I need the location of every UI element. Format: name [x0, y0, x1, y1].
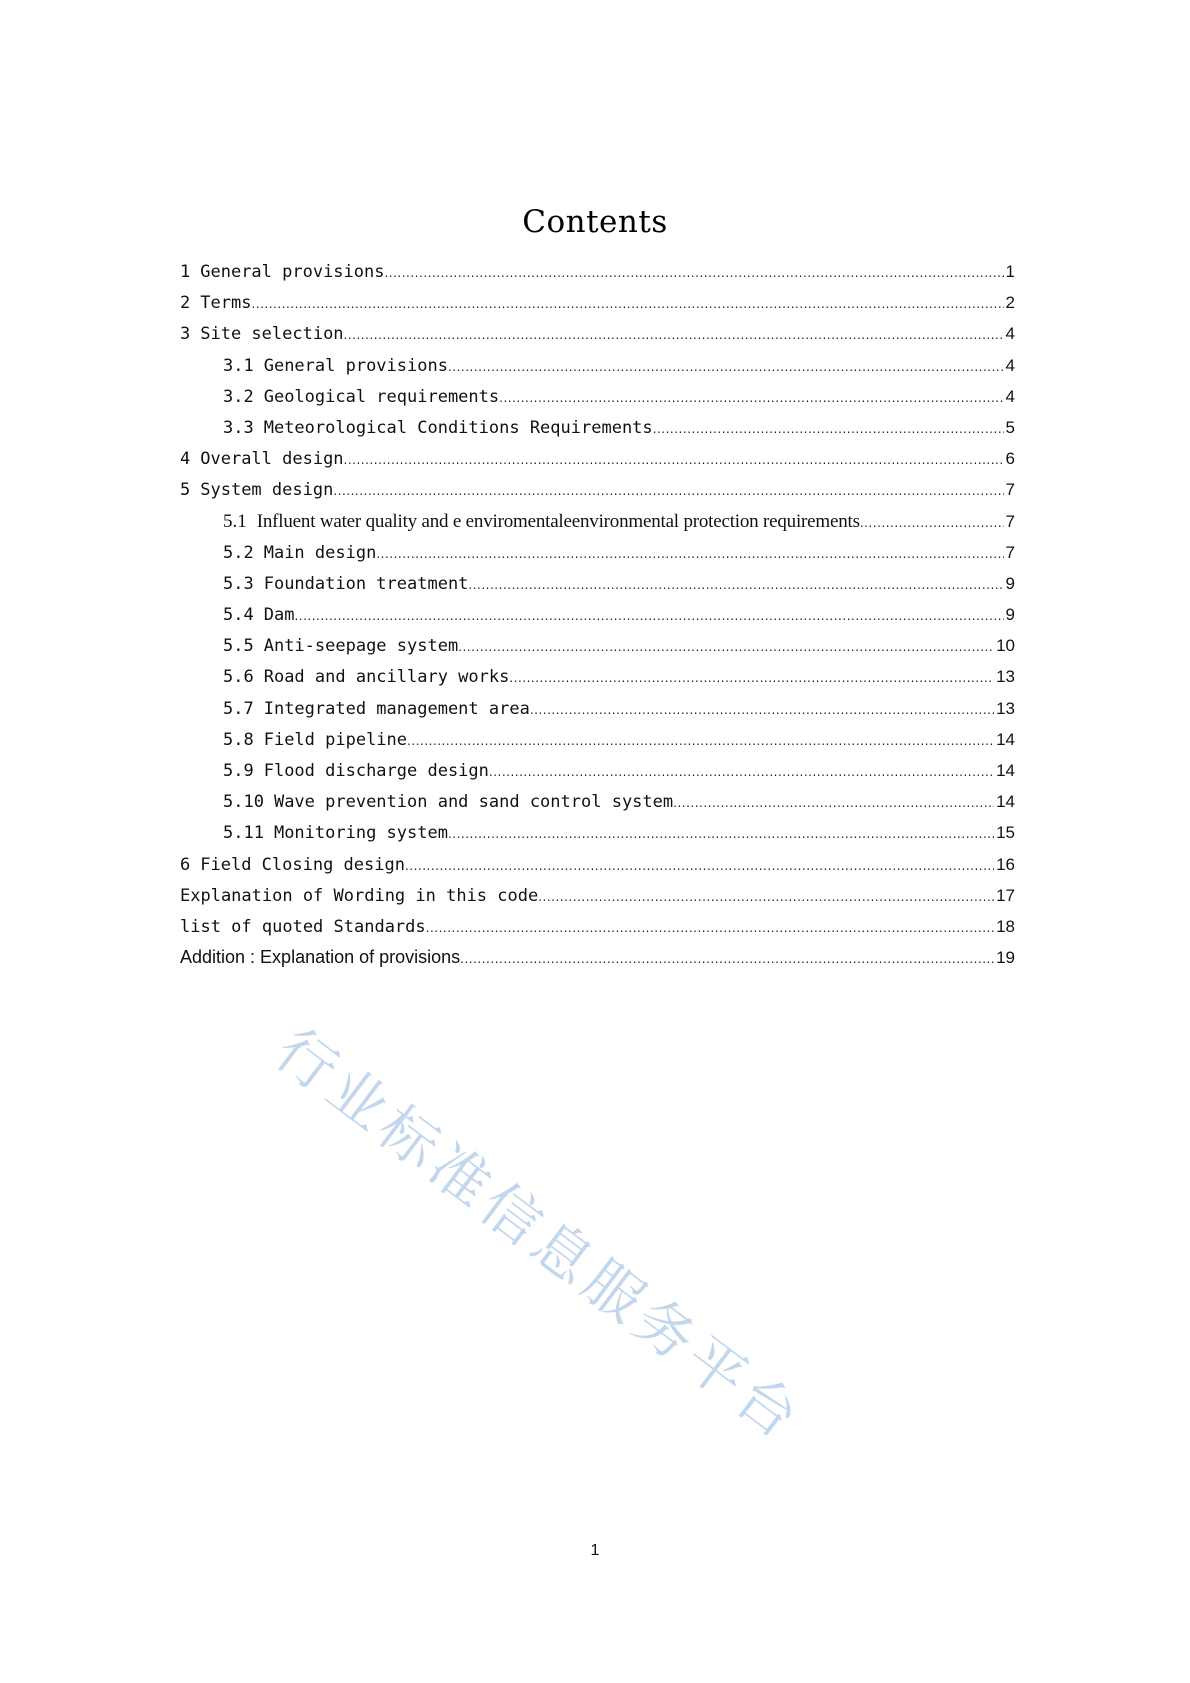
- toc-entry-label: Explanation of Wording in this code: [180, 885, 539, 906]
- toc-entry-page: 18: [996, 916, 1015, 936]
- dot-leader: [530, 695, 994, 726]
- dot-leader: [860, 508, 1004, 539]
- toc-entry-page: 5: [1005, 417, 1015, 437]
- toc-entry-number: 1: [180, 262, 191, 282]
- toc-entry-5-6[interactable]: [180, 661, 1015, 692]
- toc-entry-page: 7: [1005, 480, 1015, 500]
- toc-entry-5-1[interactable]: [180, 506, 1015, 537]
- dot-leader: [407, 726, 994, 757]
- toc-entry-page: 1: [1005, 262, 1015, 281]
- toc-entry-wording-explanation[interactable]: [180, 880, 1015, 911]
- toc-entry-number: 5.4: [223, 605, 254, 626]
- toc-entry-label: Road and ancillary works: [263, 667, 510, 688]
- toc-entry-number: 3: [180, 324, 191, 345]
- toc-entry-page: 14: [996, 729, 1015, 749]
- toc-entry-5-3[interactable]: [180, 568, 1015, 599]
- dot-leader: [426, 913, 994, 944]
- toc-entry-label: Geological requirements: [263, 386, 500, 407]
- toc-entry-number: 5.11: [223, 823, 264, 844]
- toc-entry-number: 5: [180, 480, 191, 501]
- dot-leader: [376, 539, 1003, 570]
- dot-leader: [460, 944, 994, 975]
- toc-entry-label: Site selection: [200, 324, 344, 345]
- dot-leader: [499, 383, 1003, 414]
- toc-entry-page: 2: [1005, 293, 1015, 313]
- dot-leader: [344, 445, 1004, 476]
- toc-entry-5-9[interactable]: [180, 755, 1015, 786]
- dot-leader: [405, 851, 994, 882]
- toc-entry-6[interactable]: [180, 849, 1015, 880]
- dot-leader: [384, 258, 1003, 289]
- toc-entry-3-1[interactable]: [180, 350, 1015, 381]
- table-of-contents: [180, 256, 1015, 973]
- toc-entry-5[interactable]: [180, 474, 1015, 505]
- toc-entry-label: Main design: [263, 542, 377, 563]
- dot-leader: [448, 352, 1004, 383]
- toc-entry-number: 3.3: [223, 417, 254, 438]
- toc-entry-5-11[interactable]: [180, 817, 1015, 848]
- dot-leader: [509, 663, 994, 694]
- dot-leader: [468, 570, 1003, 601]
- dot-leader: [251, 289, 1003, 320]
- toc-entry-2[interactable]: [180, 287, 1015, 318]
- toc-entry-label: General provisions: [263, 355, 448, 376]
- toc-entry-number: 5.2: [223, 542, 254, 563]
- toc-entry-number: 5.10: [223, 792, 264, 813]
- toc-entry-page: 19: [996, 948, 1015, 968]
- dot-leader: [538, 882, 994, 913]
- dot-leader: [294, 601, 1003, 632]
- toc-entry-page: 6: [1005, 449, 1015, 469]
- toc-entry-number: 5.1: [223, 510, 247, 532]
- toc-entry-page: 15: [996, 823, 1015, 843]
- toc-entry-label: Influent water quality and e enviromentaleenvironmental protection requirements: [256, 510, 860, 532]
- toc-entry-number: 5.3: [223, 573, 254, 594]
- toc-entry-page: 4: [1005, 324, 1015, 344]
- toc-entry-label: Wave prevention and sand control system: [273, 792, 674, 813]
- toc-entry-number: 6: [180, 854, 191, 875]
- toc-entry-page: 13: [996, 667, 1015, 687]
- toc-entry-number: 5.7: [223, 698, 254, 719]
- toc-entry-number: 3.1: [223, 355, 254, 376]
- toc-entry-page: 14: [996, 792, 1015, 812]
- toc-entry-number: 3.2: [223, 386, 254, 407]
- toc-entry-number: 5.8: [223, 729, 254, 750]
- page-number: 1: [590, 1542, 600, 1559]
- toc-entry-quoted-standards[interactable]: [180, 911, 1015, 942]
- toc-entry-page: 7: [1005, 542, 1015, 562]
- toc-entry-label: Addition : Explanation of provisions: [180, 947, 461, 968]
- toc-entry-page: 10: [996, 636, 1015, 656]
- toc-entry-3-3[interactable]: [180, 412, 1015, 443]
- toc-entry-page: 4: [1005, 386, 1015, 406]
- toc-entry-label: Meteorological Conditions Requirements: [263, 417, 653, 438]
- toc-entry-5-10[interactable]: [180, 786, 1015, 817]
- toc-entry-3-2[interactable]: [180, 381, 1015, 412]
- toc-entry-number: 5.6: [223, 667, 254, 688]
- toc-entry-page: 7: [1005, 511, 1015, 531]
- toc-entry-label: Terms: [200, 293, 252, 314]
- toc-entry-label: Integrated management area: [263, 698, 530, 719]
- toc-entry-number: 5.5: [223, 636, 254, 657]
- dot-leader: [448, 819, 994, 850]
- toc-entry-addition[interactable]: [180, 942, 1015, 973]
- toc-entry-label: Dam: [263, 605, 295, 626]
- toc-entry-5-7[interactable]: [180, 693, 1015, 724]
- toc-entry-5-2[interactable]: [180, 537, 1015, 568]
- toc-entry-label: System design: [200, 480, 334, 501]
- toc-entry-4[interactable]: [180, 443, 1015, 474]
- dot-leader: [673, 788, 994, 819]
- dot-leader: [333, 476, 1003, 507]
- toc-entry-number: 2: [180, 293, 191, 314]
- toc-entry-3[interactable]: [180, 318, 1015, 349]
- toc-entry-1[interactable]: [180, 256, 1015, 287]
- toc-entry-label: Monitoring system: [273, 823, 448, 844]
- toc-entry-5-4[interactable]: [180, 599, 1015, 630]
- toc-entry-page: 17: [996, 885, 1015, 905]
- toc-entry-label: Foundation treatment: [263, 573, 469, 594]
- toc-entry-page: 14: [996, 761, 1015, 780]
- dot-leader: [489, 757, 994, 788]
- toc-entry-label: Field pipeline: [263, 729, 408, 750]
- toc-entry-page: 9: [1005, 605, 1015, 625]
- toc-entry-label: list of quoted Standards: [180, 916, 426, 937]
- toc-entry-label: Flood discharge design: [263, 761, 489, 781]
- toc-entry-label: General provisions: [200, 262, 385, 282]
- page-title: Contents: [522, 204, 668, 240]
- dot-leader: [458, 632, 994, 663]
- toc-entry-page: 4: [1005, 355, 1015, 375]
- toc-entry-label: Field Closing design: [200, 854, 405, 875]
- toc-entry-page: 9: [1005, 573, 1015, 593]
- toc-entry-label: Anti-seepage system: [263, 636, 459, 657]
- toc-entry-number: 5.9: [223, 761, 254, 781]
- dot-leader: [344, 320, 1004, 351]
- toc-entry-page: 13: [996, 698, 1015, 718]
- toc-entry-label: Overall design: [200, 449, 344, 470]
- dot-leader: [653, 414, 1004, 445]
- toc-entry-number: 4: [180, 449, 191, 470]
- toc-entry-5-5[interactable]: [180, 630, 1015, 661]
- watermark: 行业标准信息服务平台: [263, 1015, 816, 1455]
- toc-entry-page: 16: [996, 854, 1015, 874]
- toc-entry-5-8[interactable]: [180, 724, 1015, 755]
